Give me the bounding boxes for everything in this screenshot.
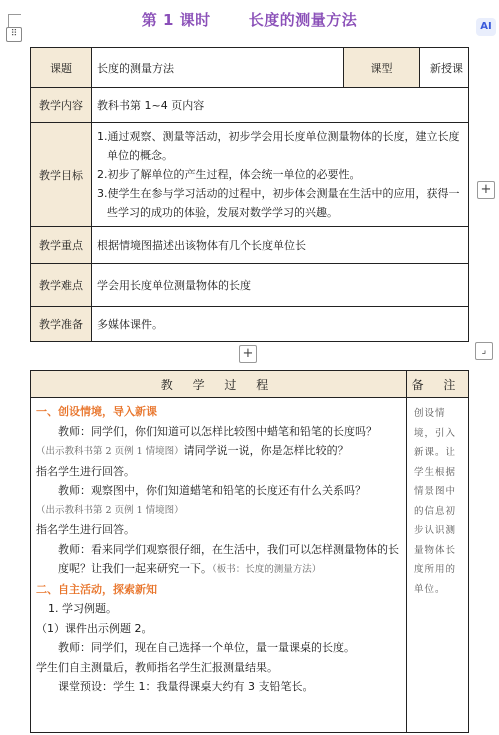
goal-item: 3.使学生在参与学习活动的过程中，初步体会测量在生活中的应用，获得一些学习的成功的体验，发展对数学学习的兴趣。: [97, 187, 460, 219]
paragraph: 1. 学习例题。: [48, 602, 117, 615]
lesson-info-table: [30, 47, 469, 342]
ai-assistant-button[interactable]: AI: [476, 18, 496, 36]
paragraph: 课堂预设：学生 1：我量得课桌大约有 3 支铅笔长。: [58, 680, 314, 693]
paragraph: 指名学生进行回答。: [36, 464, 135, 478]
table-move-handle[interactable]: ⠿: [6, 27, 22, 42]
paragraph: （1）课件出示例题 2。: [36, 621, 153, 635]
teaching-process-table: [30, 370, 469, 733]
difficulty-label: 教学难点: [31, 264, 92, 307]
process-header: 教 学 过 程: [31, 371, 407, 398]
paragraph: 教师：观察图中，你们知道蜡笔和铅笔的长度还有什么关系吗？: [58, 484, 366, 497]
paragraph: 教师：同学们，你们知道可以怎样比较图中蜡笔和铅笔的长度吗？: [58, 424, 377, 438]
lesson-title: 长度的测量方法: [248, 11, 358, 29]
goals-label: 教学目标: [31, 123, 92, 227]
type-value[interactable]: 新授课: [420, 48, 469, 88]
section-heading: 二、自主活动，探索新知: [36, 582, 157, 596]
paragraph: 学生们自主测量后，教师指名学生汇报测量结果。: [36, 660, 278, 674]
topic-label: 课题: [31, 48, 92, 88]
paragraph-text: 请同学说一说，你是怎样比较的？: [183, 444, 349, 457]
section-heading: 一、创设情境，导入新课: [36, 405, 157, 418]
aside-note: （出示教科书第 2 页例 1 情境图）: [36, 504, 184, 516]
paragraph-text: 教师：看来同学们观察很仔细，在生活中，我们可以怎样测量物体的长度呢？让我们一起来研究一下。: [58, 542, 399, 575]
lesson-number: 第 1 课时: [141, 11, 211, 29]
type-label: 课型: [344, 48, 420, 88]
difficulty-value[interactable]: 学会用长度单位测量物体的长度: [92, 264, 469, 307]
goals-list: [92, 123, 468, 226]
process-content[interactable]: [31, 398, 407, 733]
content-value[interactable]: 教科书第 1~4 页内容: [92, 88, 469, 123]
key-point-label: 教学重点: [31, 227, 92, 264]
topic-value[interactable]: 长度的测量方法: [92, 48, 344, 88]
notes-content[interactable]: 创设情境，引入新课。让学生根据情景图中的信息初步认识测量物体长度所用的单位。: [407, 398, 469, 733]
paragraph: [36, 540, 402, 580]
notes-header: 备 注: [407, 371, 469, 398]
prep-label: 教学准备: [31, 307, 92, 342]
paragraph: [36, 441, 402, 462]
goal-item: 2.初步了解单位的产生过程，体会统一单位的必要性。: [97, 168, 361, 181]
goals-cell[interactable]: [92, 123, 469, 227]
content-label: 教学内容: [31, 88, 92, 123]
key-point-value[interactable]: 根据情境图描述出该物体有几个长度单位长: [92, 227, 469, 264]
prep-value[interactable]: 多媒体课件。: [92, 307, 469, 342]
goal-item: 1.通过观察、测量等活动，初步学会用长度单位测量物体的长度，建立长度单位的概念。: [97, 130, 460, 162]
paragraph: 教师：同学们，现在自己选择一个单位，量一量课桌的长度。: [58, 641, 355, 654]
add-row-button[interactable]: +: [239, 345, 257, 363]
add-column-button[interactable]: +: [477, 181, 495, 199]
paragraph: 指名学生进行回答。: [36, 523, 135, 536]
page-title: [0, 9, 499, 30]
aside-note: （板书：长度的测量方法）: [212, 564, 322, 575]
aside-note: （出示教科书第 2 页例 1 情境图）: [36, 446, 184, 457]
resize-table-icon[interactable]: ⌟: [475, 342, 493, 360]
